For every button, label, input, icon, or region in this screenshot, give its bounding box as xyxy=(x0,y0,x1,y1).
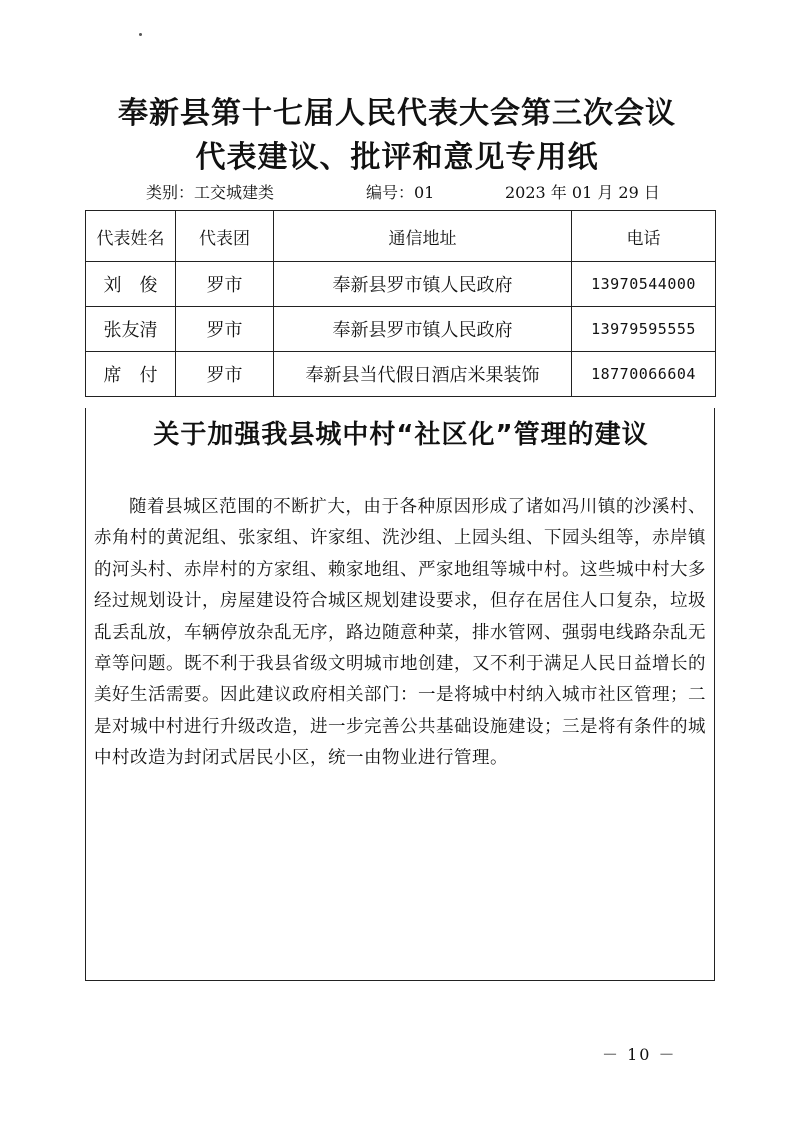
proposal-title: 关于加强我县城中村“社区化”管理的建议 xyxy=(153,420,649,450)
header-group: 代表团 xyxy=(176,211,274,262)
header-address: 通信地址 xyxy=(274,211,572,262)
header-name: 代表姓名 xyxy=(86,211,176,262)
rep-address: 奉新县罗市镇人民政府 xyxy=(274,307,572,352)
date-label: 2023 年 01 月 29 日 xyxy=(505,183,660,202)
header-phone: 电话 xyxy=(572,211,716,262)
proposal-box xyxy=(85,408,715,981)
table-row xyxy=(86,262,716,307)
rep-group: 罗市 xyxy=(176,262,274,307)
rep-phone: 13970544000 xyxy=(572,262,716,307)
number-label: 编号：01 xyxy=(366,183,435,202)
proposal-body: 随着县城区范围的不断扩大，由于各种原因形成了诸如冯川镇的沙溪村、赤角村的黄泥组、张家组、许家组、洗沙组、上园头组、下园头组等，赤岸镇的河头村、赤岸村的方家组、赖家地组、严家地组等城中村。这些城中村大多经过规划设计，房屋建设符合城区规划建设要求，但存在居住人口复杂，垃圾乱丢乱放，车辆停放杂乱无序，路边随意种菜，排水管网、强弱电线路杂乱无章等问题。既不利于我县省级文明城市地创建，又不利于满足人民日益增长的美好生活需要。因此建议政府相关部门：一是将城中村纳入城市社区管理；二是对城中村进行升级改造，进一步完善公共基础设施建设；三是将有条件的城中村改造为封闭式居民小区，统一由物业进行管理。 xyxy=(94,497,706,769)
rep-phone: 18770066604 xyxy=(572,352,716,397)
rep-name: 刘 俊 xyxy=(86,262,176,307)
rep-name: 席 付 xyxy=(86,352,176,397)
representatives-table xyxy=(85,210,716,397)
table-row xyxy=(86,352,716,397)
scan-speck xyxy=(139,33,142,36)
table-header-row xyxy=(86,211,716,262)
table-row xyxy=(86,307,716,352)
document-title-line2: 代表建议、批评和意见专用纸 xyxy=(195,140,599,175)
document-title-line1: 奉新县第十七届人民代表大会第三次会议 xyxy=(118,96,676,131)
category-label: 类别：工交城建类 xyxy=(146,183,275,202)
rep-address: 奉新县当代假日酒店米果装饰 xyxy=(274,352,572,397)
rep-group: 罗市 xyxy=(176,352,274,397)
rep-name: 张友清 xyxy=(86,307,176,352)
rep-address: 奉新县罗市镇人民政府 xyxy=(274,262,572,307)
page-number: － 10 － xyxy=(602,1045,677,1064)
rep-phone: 13979595555 xyxy=(572,307,716,352)
rep-group: 罗市 xyxy=(176,307,274,352)
